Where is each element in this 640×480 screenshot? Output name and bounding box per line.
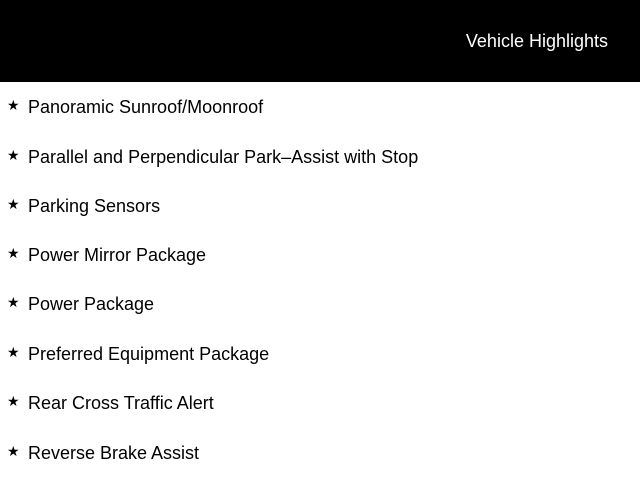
page-title: Vehicle Highlights <box>465 31 608 51</box>
highlight-label: Parallel and Perpendicular Park–Assist with Stop <box>28 147 419 167</box>
star-icon: ★ <box>7 294 20 310</box>
highlight-label: Panoramic Sunroof/Moonroof <box>28 97 264 117</box>
star-icon: ★ <box>7 393 20 409</box>
star-icon: ★ <box>7 443 20 459</box>
highlight-label: Preferred Equipment Package <box>28 344 270 364</box>
highlight-item <box>0 391 640 415</box>
highlight-item <box>0 243 640 267</box>
highlight-item <box>0 441 640 465</box>
highlight-label: Reverse Brake Assist <box>28 443 200 463</box>
header-bar <box>0 0 640 82</box>
highlight-item <box>0 342 640 366</box>
highlight-item <box>0 292 640 316</box>
highlight-item <box>0 145 640 169</box>
highlight-label: Rear Cross Traffic Alert <box>28 393 214 413</box>
highlight-item <box>0 194 640 218</box>
highlight-label: Parking Sensors <box>28 196 161 216</box>
star-icon: ★ <box>7 245 20 261</box>
star-icon: ★ <box>7 344 20 360</box>
star-icon: ★ <box>7 97 20 113</box>
star-icon: ★ <box>7 196 20 212</box>
highlight-item <box>0 95 640 119</box>
highlight-label: Power Package <box>28 294 155 314</box>
star-icon: ★ <box>7 147 20 163</box>
highlight-label: Power Mirror Package <box>28 245 207 265</box>
